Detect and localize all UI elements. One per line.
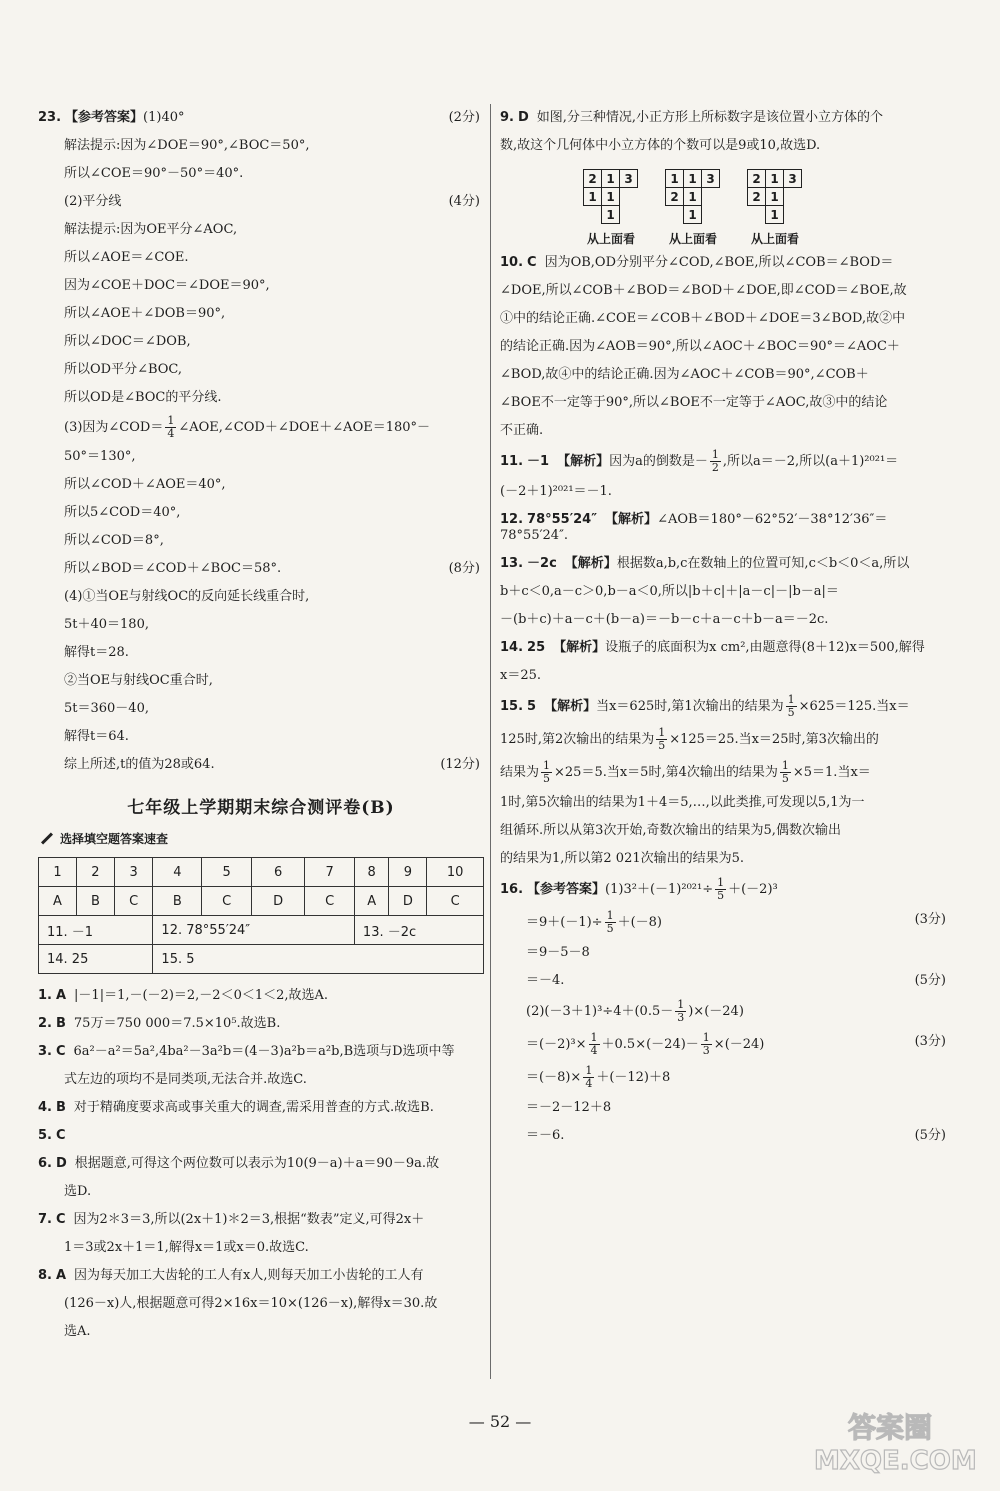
q23-line: 所以∠DOC＝∠DOB,: [64, 334, 191, 349]
table-cell: C: [202, 887, 252, 916]
answer-line: 选A.: [64, 1324, 91, 1339]
table-row: [39, 916, 484, 945]
q16-line: ＝9＋(－1)÷ $\frac{1}{5}$ ＋(－8) (3分): [526, 909, 946, 935]
table-row: [39, 945, 484, 974]
grid-cell-empty: [783, 205, 802, 224]
grid-cell-empty: [701, 187, 720, 206]
q13-line: b＋c＜0,a－c＞0,b－a＜0,所以|b＋c|＋|a－c|－|b－a|＝: [500, 584, 839, 599]
q12-line: 12. 78°55′24″ 【解析】∠AOB＝180°－62°52′－38°12′36″＝78°55′24″.: [500, 512, 888, 543]
q23-line: 所以∠BOD＝∠COD＋∠BOC＝58°. (8分): [64, 561, 480, 576]
table-cell: C: [305, 887, 355, 916]
grid-cell-empty: [619, 187, 638, 206]
quick-answer-heading: 选择填空题答案速查: [38, 828, 484, 857]
figure-caption: 从上面看: [586, 232, 635, 246]
grid-cell: 3: [783, 169, 802, 188]
q9-line: 9. D 如图,分三种情况,小正方形上所标数字是该位置小立方体的个: [500, 110, 884, 125]
q15-line: 15. 5 【解析】当x＝625时,第1次输出的结果为 $\frac{1}{5}$ ×625＝125.当x＝: [500, 693, 910, 719]
fraction: $\frac{1}{4}$: [590, 1031, 598, 1057]
q16-line: ＝－2－12＋8: [526, 1100, 612, 1115]
q23-line: (3)因为∠COD＝ $\frac{1}{4}$ ∠AOE,∠COD＋∠DOE＋∠AOE＝180°－: [64, 414, 431, 440]
answer-line: 2. B 75万＝750 000＝7.5×10⁵.故选B.: [38, 1016, 281, 1031]
grid-cell: 1: [765, 169, 784, 188]
fraction: $\frac{1}{5}$: [787, 693, 795, 719]
pencil-icon: [41, 832, 53, 844]
table-cell: 15. 5: [153, 945, 484, 974]
q16-line: ＝－6. (5分): [526, 1128, 946, 1143]
fraction: $\frac{1}{5}$: [543, 759, 551, 785]
grid-cell-empty: [665, 205, 684, 224]
watermark-logo-text: 答案圈 MXQE.COM: [814, 1411, 977, 1476]
right-column: [500, 104, 950, 1150]
q10-line: ①中的结论正确.∠COE＝∠COB＋∠BOD＋∠DOE＝3∠BOD,故②中: [500, 311, 906, 326]
figure-caption: 从上面看: [750, 232, 799, 246]
q10-line: 10. C 因为OB,OD分别平分∠COD,∠BOE,所以∠COB＝∠BOD＝: [500, 255, 894, 270]
q23-line: 50°＝130°,: [64, 449, 136, 464]
top-view-grid: [584, 170, 638, 224]
grid-cell: 1: [765, 205, 784, 224]
top-view-figure: [666, 170, 720, 247]
grid-cell: 2: [665, 187, 684, 206]
answer-line: 3. C 6a²－a²＝5a²,4ba²－3a²b＝(4－3)a²b＝a²b,B选项与D选项中等: [38, 1044, 455, 1059]
page-number: — 52 —: [468, 1412, 532, 1431]
fraction: $\frac{1}{3}$: [702, 1031, 710, 1057]
q23-line: 所以∠AOE＝∠COE.: [64, 250, 189, 265]
q23-line: 所以∠COD＝8°,: [64, 533, 164, 548]
q23-line: 所以5∠COD＝40°,: [64, 505, 181, 520]
q16-line: ＝9－5－8: [526, 945, 590, 960]
answer-line: 7. C 因为2＊3＝3,所以(2x＋1)＊2＝3,根据“数表”定义,可得2x＋: [38, 1212, 425, 1227]
table-cell: A: [39, 887, 77, 916]
top-view-figure: [748, 170, 802, 247]
q23-line: 解得t＝64.: [64, 729, 129, 744]
grid-cell: 1: [583, 187, 602, 206]
top-view-grid: [748, 170, 802, 224]
table-cell: 3: [114, 858, 153, 887]
table-row: [39, 858, 484, 887]
q23-line: (2)平分线 (4分): [64, 194, 480, 209]
grid-cell: 3: [701, 169, 720, 188]
q15-line: 组循环.所以从第3次开始,奇数次输出的结果为5,偶数次输出: [500, 823, 841, 838]
answer-line: 1. A |－1|＝1,－(－2)＝2,－2＜0＜1＜2,故选A.: [38, 988, 329, 1003]
top-view-grid: [666, 170, 720, 224]
q10-line: ∠BOD,故④中的结论正确.因为∠AOC＋∠COB＝90°,∠COB＋: [500, 367, 869, 382]
q23-line: 所以OD平分∠BOC,: [64, 362, 183, 377]
q13-line: －(b＋c)＋a－c＋(b－a)＝－b－c＋a－c＋b－a＝－2c.: [500, 612, 829, 627]
grid-cell: 3: [619, 169, 638, 188]
table-cell: 9: [389, 858, 427, 887]
table-cell: 12. 78°55′24″: [153, 916, 355, 945]
grid-cell: 1: [683, 205, 702, 224]
table-cell: 10: [427, 858, 484, 887]
q23-line: 解法提示:因为∠DOE＝90°,∠BOC＝50°,: [64, 138, 310, 153]
table-cell: 8: [354, 858, 389, 887]
q13-line: 13. －2c 【解析】根据数a,b,c在数轴上的位置可知,c＜b＜0＜a,所以: [500, 556, 910, 571]
watermark-logo: [808, 1407, 978, 1477]
grid-cell: 1: [601, 205, 620, 224]
q23-line: (4)①当OE与射线OC的反向延长线重合时,: [64, 589, 310, 604]
grid-cell-empty: [783, 187, 802, 206]
table-cell: 7: [305, 858, 355, 887]
q23-line: 所以∠AOE＋∠DOB＝90°,: [64, 306, 226, 321]
fraction: $\frac{1}{4}$: [167, 414, 175, 440]
q16-line: ＝(－8)× $\frac{1}{4}$ ＋(－12)＋8: [526, 1064, 671, 1090]
table-cell: D: [251, 887, 304, 916]
fraction: $\frac{1}{5}$: [717, 876, 725, 902]
grid-cell-empty: [583, 205, 602, 224]
grid-cell: 1: [683, 169, 702, 188]
table-cell: D: [389, 887, 427, 916]
grid-cell: 2: [747, 169, 766, 188]
table-cell: 1: [39, 858, 77, 887]
top-view-figures: [500, 160, 950, 249]
grid-cell-empty: [619, 205, 638, 224]
grid-cell: 1: [665, 169, 684, 188]
top-view-figure: [584, 170, 638, 247]
q23-line: 5t＝360－40,: [64, 701, 149, 716]
grid-cell-empty: [701, 205, 720, 224]
grid-cell-empty: [747, 205, 766, 224]
table-cell: 11. －1: [39, 916, 153, 945]
q10-line: 不正确.: [500, 423, 544, 438]
grid-cell: 2: [583, 169, 602, 188]
left-column: [38, 104, 484, 1346]
answer-line: 6. D 根据题意,可得这个两位数可以表示为10(9－a)＋a＝90－9a.故: [38, 1156, 440, 1171]
table-cell: 13. －2c: [354, 916, 483, 945]
grid-cell: 1: [765, 187, 784, 206]
table-cell: A: [354, 887, 389, 916]
column-divider: [490, 104, 491, 1379]
q23-line: 解法提示:因为OE平分∠AOC,: [64, 222, 238, 237]
table-cell: 4: [153, 858, 202, 887]
fraction: $\frac{1}{4}$: [585, 1064, 593, 1090]
table-cell: 14. 25: [39, 945, 153, 974]
q16-line: 16. 【参考答案】(1)3²＋(－1)²⁰²¹÷ $\frac{1}{5}$ ＋(－2)³: [500, 876, 778, 902]
q14-line: x＝25.: [500, 668, 542, 683]
grid-cell: 1: [601, 187, 620, 206]
q11-line: (－2＋1)²⁰²¹＝－1.: [500, 484, 612, 499]
q10-line: 的结论正确.因为∠AOB＝90°,所以∠AOC＋∠BOC＝90°＝∠AOC＋: [500, 339, 900, 354]
q23-line: 所以OD是∠BOC的平分线.: [64, 390, 222, 405]
q15-line: 结果为 $\frac{1}{5}$ ×25＝5.当x＝5时,第4次输出的结果为 $\frac{1}{5}$ ×5＝1.当x＝: [500, 759, 871, 785]
q9-line: 数,故这个几何体中小立方体的个数可以是9或10,故选D.: [500, 138, 821, 153]
answer-line: 式左边的项均不是同类项,无法合并.故选C.: [64, 1072, 307, 1087]
figure-caption: 从上面看: [668, 232, 717, 246]
q23-line: 23. 【参考答案】(1)40° (2分): [38, 110, 480, 125]
fraction: $\frac{1}{5}$: [781, 759, 789, 785]
table-cell: B: [76, 887, 114, 916]
fraction: $\frac{1}{3}$: [677, 998, 685, 1024]
table-cell: 5: [202, 858, 252, 887]
q23-line: 5t＋40＝180,: [64, 617, 149, 632]
grid-cell: 1: [601, 169, 620, 188]
q15-line: 的结果为1,所以第2 021次输出的结果为5.: [500, 851, 745, 866]
answer-line: 5. C: [38, 1128, 66, 1143]
q14-line: 14. 25 【解析】设瓶子的底面积为x cm²,由题意得(8＋12)x＝500,解得: [500, 640, 925, 655]
table-cell: 6: [251, 858, 304, 887]
answer-line: 选D.: [64, 1184, 92, 1199]
q16-line: ＝－4. (5分): [526, 973, 946, 988]
q23-line: 因为∠COE＋DOC＝∠DOE＝90°,: [64, 278, 270, 293]
fraction: $\frac{1}{2}$: [711, 448, 719, 474]
q15-line: 125时,第2次输出的结果为 $\frac{1}{5}$ ×125＝25.当x＝25时,第3次输出的: [500, 726, 879, 752]
q10-line: ∠DOE,所以∠COB＋∠BOD＝∠BOD＋∠DOE,即∠COD＝∠BOE,故: [500, 283, 907, 298]
q10-line: ∠BOE不一定等于90°,所以∠BOE不一定等于∠AOC,故③中的结论: [500, 395, 888, 410]
table-cell: 2: [76, 858, 114, 887]
table-cell: C: [114, 887, 153, 916]
q23-line: 所以∠COE＝90°－50°＝40°.: [64, 166, 244, 181]
table-row: [39, 887, 484, 916]
q23-line: 综上所述,t的值为28或64. (12分): [64, 757, 480, 772]
q11-line: 11. －1 【解析】因为a的倒数是－ $\frac{1}{2}$ ,所以a＝－2,所以(a＋1)²⁰²¹＝: [500, 448, 899, 474]
q16-line: (2)(－3＋1)³÷4＋(0.5－ $\frac{1}{3}$ )×(－24): [526, 998, 744, 1024]
q16-line: ＝(－2)³× $\frac{1}{4}$ ＋0.5×(－24)－ $\frac{1}{3}$ ×(－24) (3分): [526, 1031, 946, 1057]
fraction: $\frac{1}{5}$: [606, 909, 614, 935]
q15-line: 1时,第5次输出的结果为1＋4＝5,…,以此类推,可发现以5,1为一: [500, 795, 865, 810]
grid-cell: 1: [683, 187, 702, 206]
answer-line: 1＝3或2x＋1＝1,解得x＝1或x＝0.故选C.: [64, 1240, 309, 1255]
q23-line: 解得t＝28.: [64, 645, 129, 660]
answer-table: [38, 857, 484, 974]
q23-line: 所以∠COD＋∠AOE＝40°,: [64, 477, 226, 492]
fraction: $\frac{1}{5}$: [658, 726, 666, 752]
q23-line: ②当OE与射线OC重合时,: [64, 673, 213, 688]
grid-cell: 2: [747, 187, 766, 206]
answer-line: 8. A 因为每天加工大齿轮的工人有x人,则每天加工小齿轮的工人有: [38, 1268, 424, 1283]
table-cell: B: [153, 887, 202, 916]
answer-line: 4. B 对于精确度要求高或事关重大的调查,需采用普查的方式.故选B.: [38, 1100, 434, 1115]
exam-title: 七年级上学期期末综合测评卷(B): [127, 798, 395, 818]
table-cell: C: [427, 887, 484, 916]
answer-line: (126－x)人,根据题意可得2×16x＝10×(126－x),解得x＝30.故: [64, 1296, 438, 1311]
